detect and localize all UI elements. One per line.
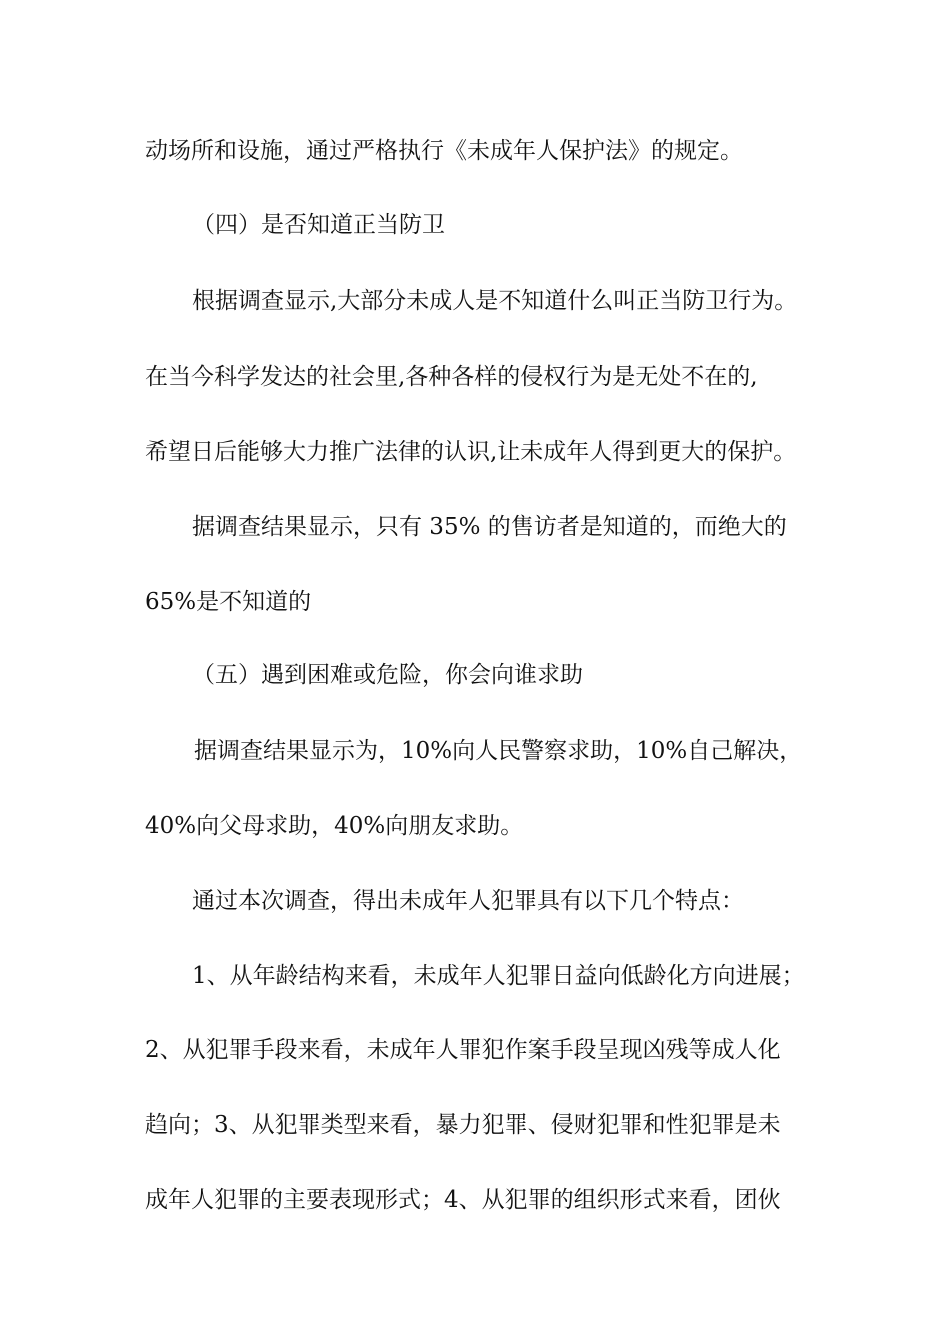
paragraph-line-12: 1、从年龄结构来看，未成年人犯罪日益向低龄化方向进展； <box>192 963 805 989</box>
paragraph-line-7: 65%是不知道的 <box>145 589 312 615</box>
paragraph-line-9: 据调查结果显示为，10%向人民警察求助，10%自己解决， <box>194 738 803 764</box>
paragraph-line-1: 动场所和设施，通过严格执行《未成年人保护法》的规定。 <box>145 138 743 164</box>
paragraph-line-11: 通过本次调查，得出未成年人犯罪具有以下几个特点： <box>192 888 744 914</box>
paragraph-line-4: 在当今科学发达的社会里,各种各样的侵权行为是无处不在的, <box>145 364 758 390</box>
paragraph-line-6: 据调查结果显示，只有 35% 的售访者是知道的，而绝大的 <box>192 514 787 540</box>
section-heading-5: （五）遇到困难或危险，你会向谁求助 <box>192 662 583 688</box>
paragraph-line-3: 根据调查显示,大部分未成人是不知道什么叫正当防卫行为。 <box>192 288 798 314</box>
paragraph-line-13: 2、从犯罪手段来看，未成年人罪犯作案手段呈现凶残等成人化 <box>145 1037 781 1063</box>
paragraph-line-14: 趋向；3、从犯罪类型来看，暴力犯罪、侵财犯罪和性犯罪是未 <box>145 1112 781 1138</box>
paragraph-line-10: 40%向父母求助，40%向朋友求助。 <box>145 813 524 839</box>
paragraph-line-15: 成年人犯罪的主要表现形式；4、从犯罪的组织形式来看，团伙 <box>145 1187 781 1213</box>
section-heading-4: （四）是否知道正当防卫 <box>192 212 445 238</box>
paragraph-line-5: 希望日后能够大力推广法律的认识,让未成年人得到更大的保护。 <box>145 439 797 465</box>
